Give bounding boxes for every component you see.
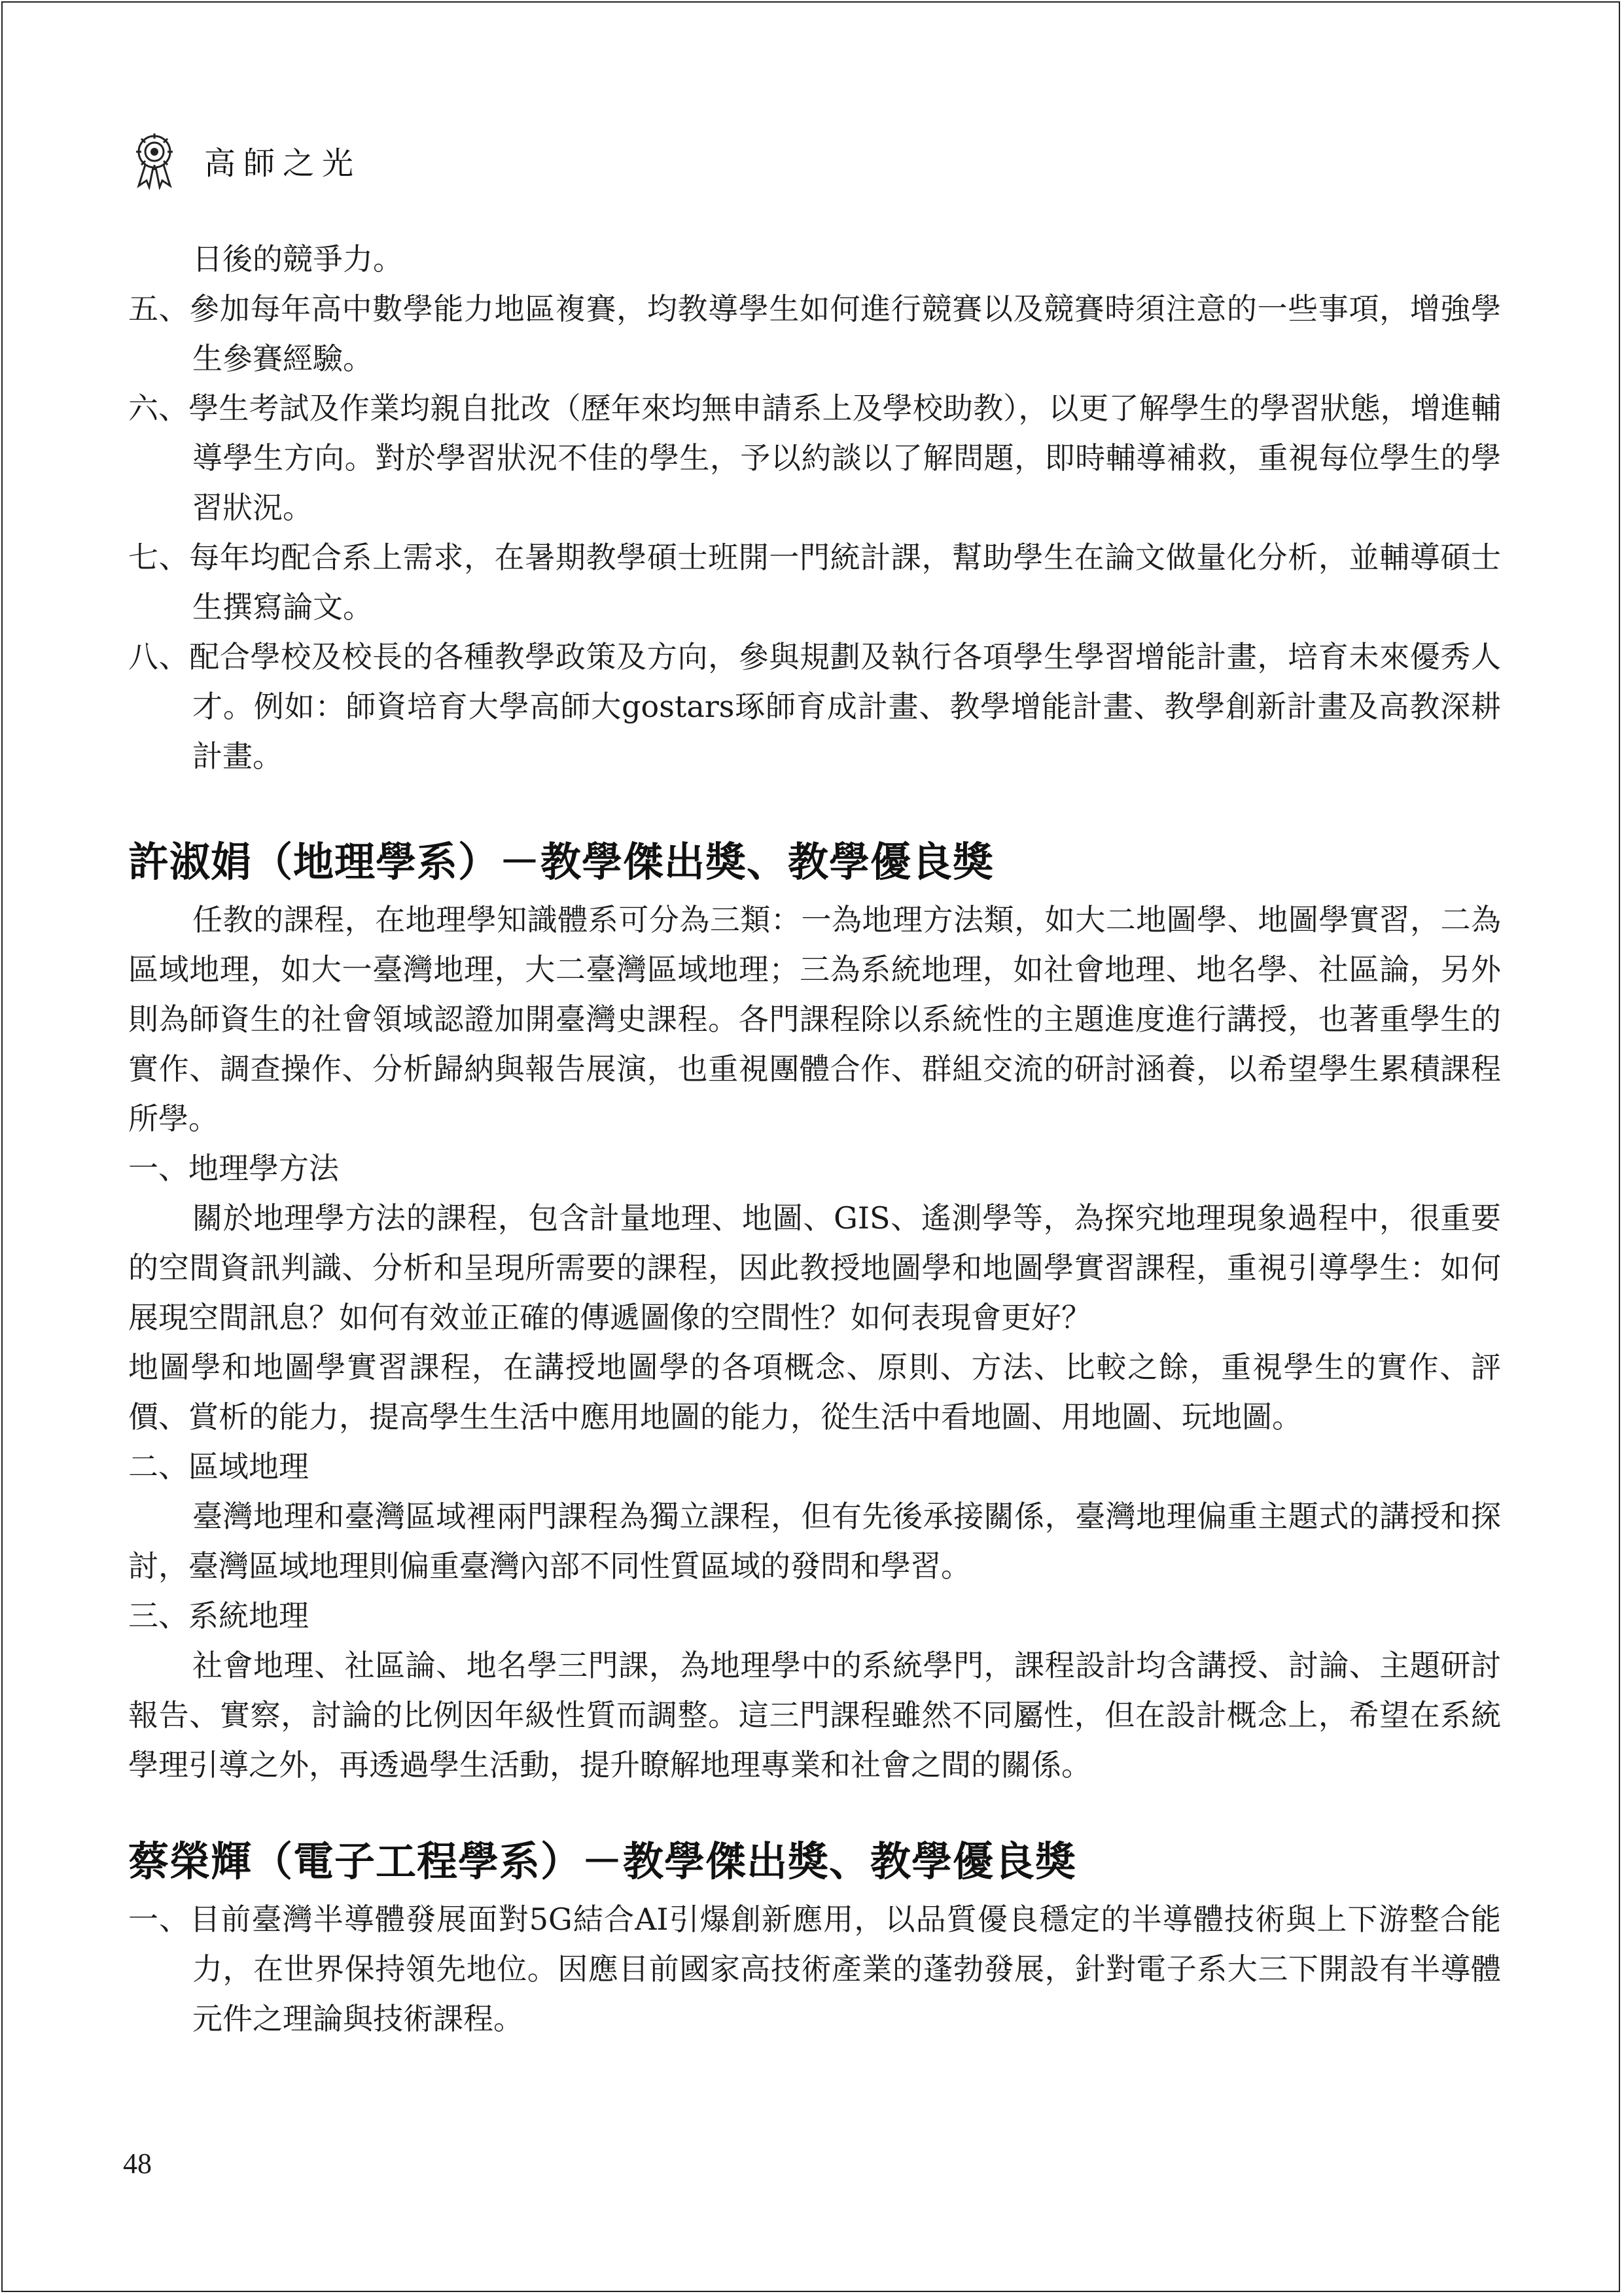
- subsection-heading: 一、地理學方法: [128, 1151, 339, 1186]
- section-title-tsai: 蔡榮輝（電子工程學系）－教學傑出獎、教學優良獎: [128, 1837, 1077, 1885]
- body-paragraph: 臺灣地理和臺灣區域裡兩門課程為獨立課程，但有先後承接關係，臺灣地理偏重主題式的講授和探討，臺灣區域地理則偏重臺灣內部不同性質區域的發問和學習。: [128, 1499, 1501, 1584]
- page-number: 48: [123, 2148, 152, 2180]
- body-paragraph: 社會地理、社區論、地名學三門課，為地理學中的系統學門，課程設計均含講授、討論、主題研討報告、實察，討論的比例因年級性質而調整。這三門課程雖然不同屬性，但在設計概念上，希望在系統學理引導之外，再透過學生活動，提升瞭解地理專業和社會之間的關係。: [128, 1648, 1501, 1783]
- page-content: [128, 234, 1501, 2044]
- body-paragraph: 關於地理學方法的課程，包含計量地理、地圖、GIS、遙測學等，為探究地理現象過程中，很重要的空間資訊判識、分析和呈現所需要的課程，因此教授地圖學和地圖學實習課程，重視引導學生：如何展現空間訊息？如何有效並正確的傳遞圖像的空間性？如何表現會更好？: [128, 1200, 1501, 1335]
- running-header: [131, 131, 361, 190]
- subsection-heading: 三、系統地理: [128, 1598, 309, 1633]
- list-item: 七、每年均配合系上需求，在暑期教學碩士班開一門統計課，幫助學生在論文做量化分析，並輔導碩士生撰寫論文。: [128, 540, 1501, 625]
- continuation-line: 日後的競爭力。: [192, 241, 403, 277]
- list-item: 八、配合學校及校長的各種教學政策及方向，參與規劃及執行各項學生學習增能計畫，培育未來優秀人才。例如：師資培育大學高師大gostars琢師育成計畫、教學增能計畫、教學創新計畫及高教深耕計畫。: [128, 639, 1501, 774]
- section-intro-paragraph: 任教的課程，在地理學知識體系可分為三類：一為地理方法類，如大二地圖學、地圖學實習，二為區域地理，如大一臺灣地理，大二臺灣區域地理；三為系統地理，如社會地理、地名學、社區論，另外則為師資生的社會領域認證加開臺灣史課程。各門課程除以系統性的主題進度進行講授，也著重學生的實作、調查操作、分析歸納與報告展演，也重視團體合作、群組交流的研討涵養，以希望學生累積課程所學。: [128, 902, 1501, 1136]
- seal-badge-icon: [131, 131, 178, 190]
- list-item: 一、目前臺灣半導體發展面對5G結合AI引爆創新應用，以品質優良穩定的半導體技術與上下游整合能力，在世界保持領先地位。因應目前國家高技術產業的蓬勃發展，針對電子系大三下開設有半導體元件之理論與技術課程。: [128, 1902, 1501, 2036]
- subsection-heading: 二、區域地理: [128, 1449, 309, 1484]
- list-item: 五、參加每年高中數學能力地區複賽，均教導學生如何進行競賽以及競賽時須注意的一些事項，增強學生參賽經驗。: [128, 291, 1501, 376]
- list-item: 六、學生考試及作業均親自批改（歷年來均無申請系上及學校助教），以更了解學生的學習狀態，增進輔導學生方向。對於學習狀況不佳的學生，予以約談以了解問題，即時輔導補救，重視每位學生的學習狀況。: [128, 391, 1501, 525]
- header-title: 高師之光: [204, 145, 362, 182]
- body-paragraph: 地圖學和地圖學實習課程，在講授地圖學的各項概念、原則、方法、比較之餘，重視學生的實作、評價、賞析的能力，提高學生生活中應用地圖的能力，從生活中看地圖、用地圖、玩地圖。: [128, 1349, 1501, 1435]
- section-title-hsu: 許淑娟（地理學系）－教學傑出獎、教學優良獎: [128, 838, 995, 886]
